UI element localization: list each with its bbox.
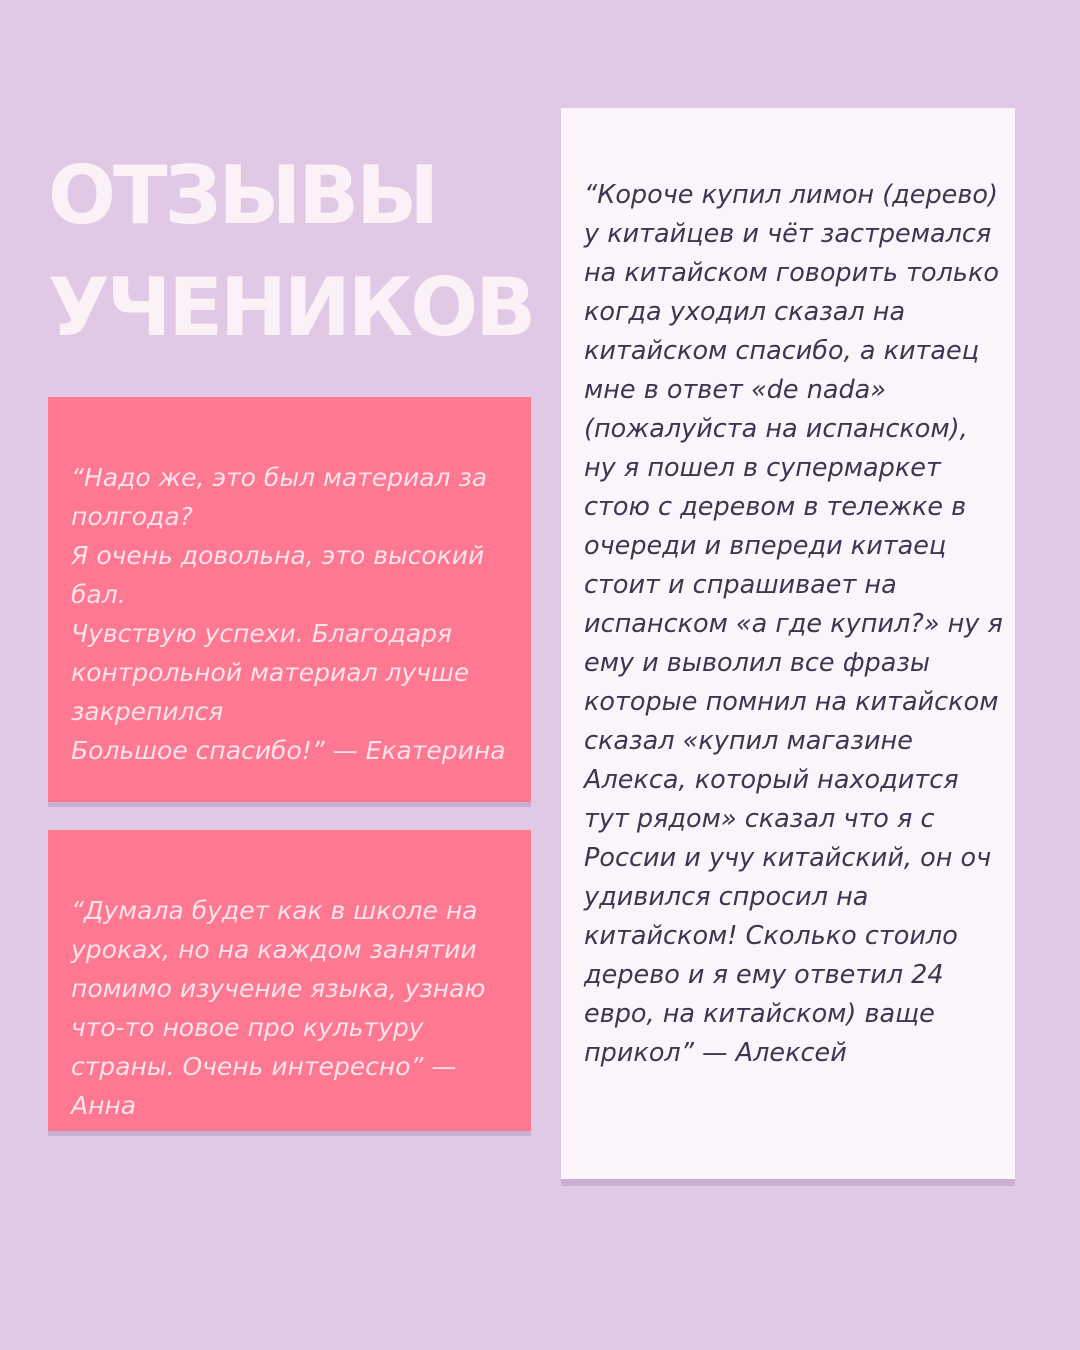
review-card-ekaterina xyxy=(48,397,531,802)
page-title-line-1: ОТЗЫВЫ xyxy=(48,149,437,242)
review-card-aleksey xyxy=(561,108,1015,1179)
review-text: “Короче купил лимон (дерево) у китайцев и чёт застремался на китайском говорить только когда уходил сказал на китайском спасибо, а китаец мне в ответ «de nada» (пожалуйста на испанском), ну я пошел в супермаркет стою с деревом в тележке в очереди и впереди китаец стоит и спрашивает на испанском «а где купил?» ну я ему и выволил все фразы которые помнил на китайском сказал «купил магазине Алекса, который находится тут рядом» сказал что я с России и учу китайский, он оч удивился спросил на китайском! Сколько стоило дерево и я ему ответил 24 евро, на китайском) ваще прикол” — Алексей xyxy=(584,180,1003,1068)
page-title-line-2: УЧЕНИКОВ xyxy=(48,261,534,354)
review-text: “Надо же, это был материал за полгода? Я очень довольна, это высокий бал. Чувствую успехи. Благодаря контрольной материал лучше закрепился Большое спасибо!” — Екатерина xyxy=(71,463,506,765)
review-card-anna xyxy=(48,830,531,1131)
review-text: “Думала будет как в школе на уроках, но на каждом занятии помимо изучение языка, узнаю что-то новое про культуру страны. Очень интересно” — Анна xyxy=(71,896,486,1120)
page-title xyxy=(48,140,533,364)
